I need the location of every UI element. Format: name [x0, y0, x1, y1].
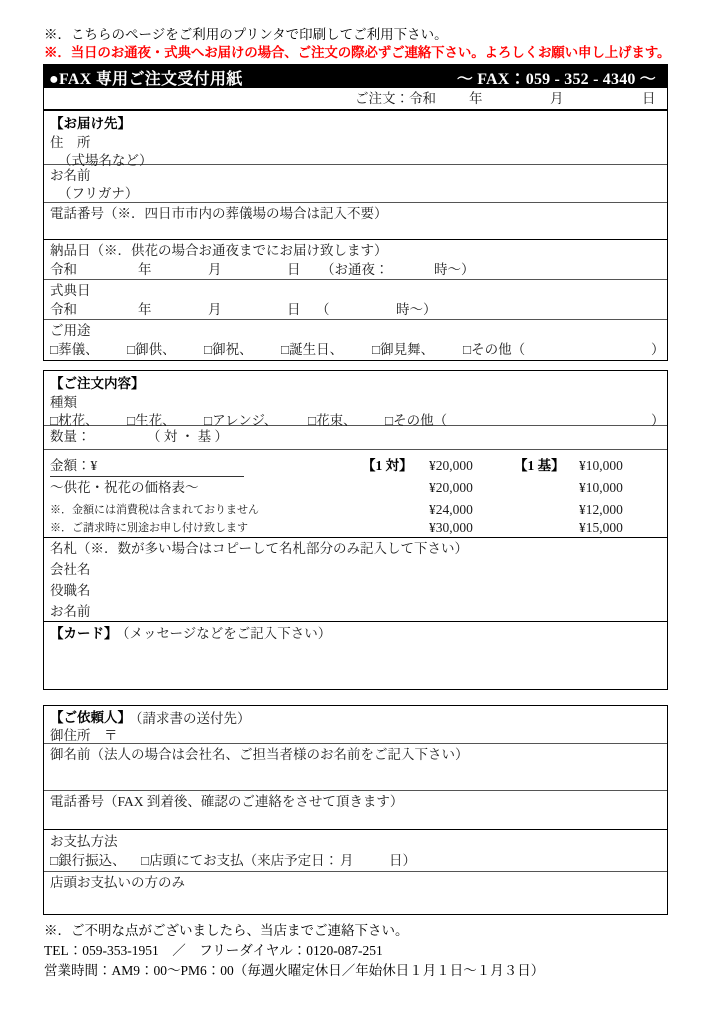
- kind-checkbox-fresh-flower[interactable]: □生花、: [127, 413, 176, 428]
- purpose-checkbox-getwell[interactable]: □御見舞、: [372, 342, 435, 357]
- price-single-row-4: ¥15,000: [579, 520, 623, 535]
- order-date-row: [43, 88, 668, 110]
- footer-inquiry-note: ※．ご不明な点がございましたら、当店までご連絡下さい。: [44, 923, 409, 938]
- requester-address-label: 御住所 〒: [50, 728, 118, 743]
- purpose-row[interactable]: [44, 320, 667, 360]
- recipient-name-kana-label: （フリガナ）: [58, 186, 139, 201]
- amount-and-price-table-row[interactable]: [44, 450, 667, 538]
- wake-time-label: （お通夜：: [321, 262, 389, 277]
- purpose-checkbox-other[interactable]: □その他（: [463, 342, 526, 357]
- requester-block: [43, 705, 668, 915]
- recipient-phone-label: 電話番号（※．四日市市内の葬儀場の場合は記入不要）: [50, 206, 388, 221]
- nametag-position-label[interactable]: 役職名: [50, 583, 91, 598]
- amount-input-underline[interactable]: [50, 476, 244, 477]
- delivery-address-row[interactable]: [44, 111, 667, 168]
- order-content-block: [43, 370, 668, 690]
- price-column-header-single: 【1 基】: [514, 458, 565, 473]
- requester-address-row[interactable]: [44, 706, 667, 744]
- quantity-unit[interactable]: （ 対 ・ 基 ）: [147, 429, 228, 444]
- order-date-year[interactable]: 年: [469, 91, 483, 106]
- visit-date-day[interactable]: 日）: [389, 853, 416, 868]
- price-pair-row-4: ¥30,000: [429, 520, 473, 535]
- footer-business-hours: 営業時間：AM9：00～PM6：00（毎週火曜定休日／年始休日１月１日～１月３日）: [44, 963, 545, 978]
- visit-date-month[interactable]: 月: [340, 853, 354, 868]
- kind-label: 種類: [50, 395, 77, 410]
- ceremony-time-open-paren: （: [316, 302, 330, 317]
- ceremony-date-day[interactable]: 日: [287, 302, 301, 317]
- requester-name-row[interactable]: [44, 744, 667, 791]
- delivery-date-day[interactable]: 日: [287, 262, 301, 277]
- amount-label[interactable]: 金額：¥: [50, 458, 98, 473]
- ceremony-time-value[interactable]: 時～）: [396, 302, 437, 317]
- purpose-checkbox-offering[interactable]: □御供、: [127, 342, 176, 357]
- order-date-month[interactable]: 月: [550, 91, 564, 106]
- ceremony-date-year[interactable]: 年: [138, 302, 152, 317]
- kind-checkbox-bouquet[interactable]: □花束、: [308, 413, 357, 428]
- billing-note: ※．ご請求時に別途お申し付け致します: [50, 522, 248, 534]
- purpose-other-close-paren: ）: [651, 342, 665, 357]
- delivery-date-year[interactable]: 年: [138, 262, 152, 277]
- print-notice: ※．こちらのページをご利用のプリンタで印刷してご利用下さい。: [44, 27, 448, 42]
- page-title: ●FAX 専用ご注文受付用紙: [49, 71, 243, 88]
- same-day-alert-notice: ※．当日のお通夜・式典へお届けの場合、ご注文の際必ずご連絡下さい。よろしくお願い申し上げます。: [44, 45, 671, 60]
- quantity-label: 数量：: [50, 429, 91, 444]
- delivery-name-row[interactable]: [44, 165, 667, 203]
- price-single-row-1: ¥10,000: [579, 458, 623, 473]
- store-payment-only-row[interactable]: [44, 872, 667, 914]
- delivery-date-era: 令和: [50, 262, 77, 277]
- wake-time-value[interactable]: 時～）: [434, 262, 475, 277]
- fax-number: ～ FAX：059 - 352 - 4340 ～: [456, 71, 656, 88]
- card-message-row[interactable]: [44, 622, 667, 689]
- card-message-note: （メッセージなどをご記入下さい）: [116, 626, 332, 641]
- requester-phone-label: 電話番号（FAX 到着後、確認のご連絡をさせて頂きます）: [50, 794, 404, 809]
- payment-checkbox-bank-transfer[interactable]: □銀行振込、: [50, 853, 126, 868]
- price-pair-row-1: ¥20,000: [429, 458, 473, 473]
- nametag-person-label[interactable]: お名前: [50, 604, 91, 619]
- quantity-row[interactable]: [44, 426, 667, 450]
- kind-checkbox-arrangement[interactable]: □アレンジ、: [204, 413, 278, 428]
- nametag-row[interactable]: [44, 538, 667, 622]
- ceremony-date-label: 式典日: [50, 283, 91, 298]
- kind-checkbox-other[interactable]: □その他（: [385, 413, 448, 428]
- price-single-row-2: ¥10,000: [579, 480, 623, 495]
- payment-method-row[interactable]: [44, 830, 667, 872]
- footer-telephone: TEL：059-353-1951 ／ フリーダイヤル：0120-087-251: [44, 943, 383, 958]
- delivery-date-label: 納品日（※．供花の場合お通夜までにお届け致します）: [50, 243, 388, 258]
- price-column-header-pair: 【1 対】: [362, 458, 413, 473]
- nametag-company-label[interactable]: 会社名: [50, 562, 91, 577]
- requester-name-label: 御名前（法人の場合は会社名、ご担当者様のお名前をご記入下さい）: [50, 747, 469, 762]
- ceremony-date-era: 令和: [50, 302, 77, 317]
- delivery-phone-row[interactable]: [44, 203, 667, 240]
- payment-method-label: お支払方法: [50, 834, 118, 849]
- purpose-checkbox-funeral[interactable]: □葬儀、: [50, 342, 99, 357]
- kind-checkbox-pillow-flower[interactable]: □枕花、: [50, 413, 99, 428]
- address-label: 住 所: [50, 135, 91, 150]
- purpose-label: ご用途: [50, 323, 91, 338]
- kind-other-close-paren: ）: [651, 413, 665, 428]
- address-venue-note: （式場名など）: [58, 153, 153, 168]
- nametag-label: 名札（※．数が多い場合はコピーして名札部分のみ記入して下さい）: [50, 541, 468, 556]
- tax-note: ※．金額には消費税は含まれておりません: [50, 504, 259, 516]
- price-pair-row-3: ¥24,000: [429, 502, 473, 517]
- payment-checkbox-in-store[interactable]: □店頭にてお支払（来店予定日：: [141, 853, 339, 868]
- purpose-checkbox-birthday[interactable]: □誕生日、: [281, 342, 344, 357]
- order-date-day[interactable]: 日: [642, 91, 656, 106]
- requester-phone-row[interactable]: [44, 791, 667, 830]
- card-section-title: 【カード】: [50, 626, 118, 641]
- ceremony-date-month[interactable]: 月: [208, 302, 222, 317]
- requester-section-title: 【ご依頼人】: [50, 710, 131, 725]
- order-kind-row[interactable]: [44, 371, 667, 426]
- purpose-checkbox-celebration[interactable]: □御祝、: [204, 342, 253, 357]
- price-table-title: ～供花・祝花の価格表～: [50, 480, 199, 495]
- form-header-bar: [43, 64, 668, 88]
- delivery-section-title: 【お届け先】: [50, 116, 131, 131]
- price-pair-row-2: ¥20,000: [429, 480, 473, 495]
- recipient-name-label: お名前: [50, 168, 91, 183]
- delivery-date-month[interactable]: 月: [208, 262, 222, 277]
- order-section-title: 【ご注文内容】: [50, 376, 145, 391]
- store-payment-only-label: 店頭お支払いの方のみ: [50, 875, 185, 890]
- order-date-label: ご注文：令和: [355, 91, 436, 106]
- delivery-date-row[interactable]: [44, 240, 667, 280]
- ceremony-date-row[interactable]: [44, 280, 667, 320]
- price-single-row-3: ¥12,000: [579, 502, 623, 517]
- requester-section-note: （請求書の送付先）: [129, 711, 251, 726]
- delivery-destination-block: [43, 110, 668, 361]
